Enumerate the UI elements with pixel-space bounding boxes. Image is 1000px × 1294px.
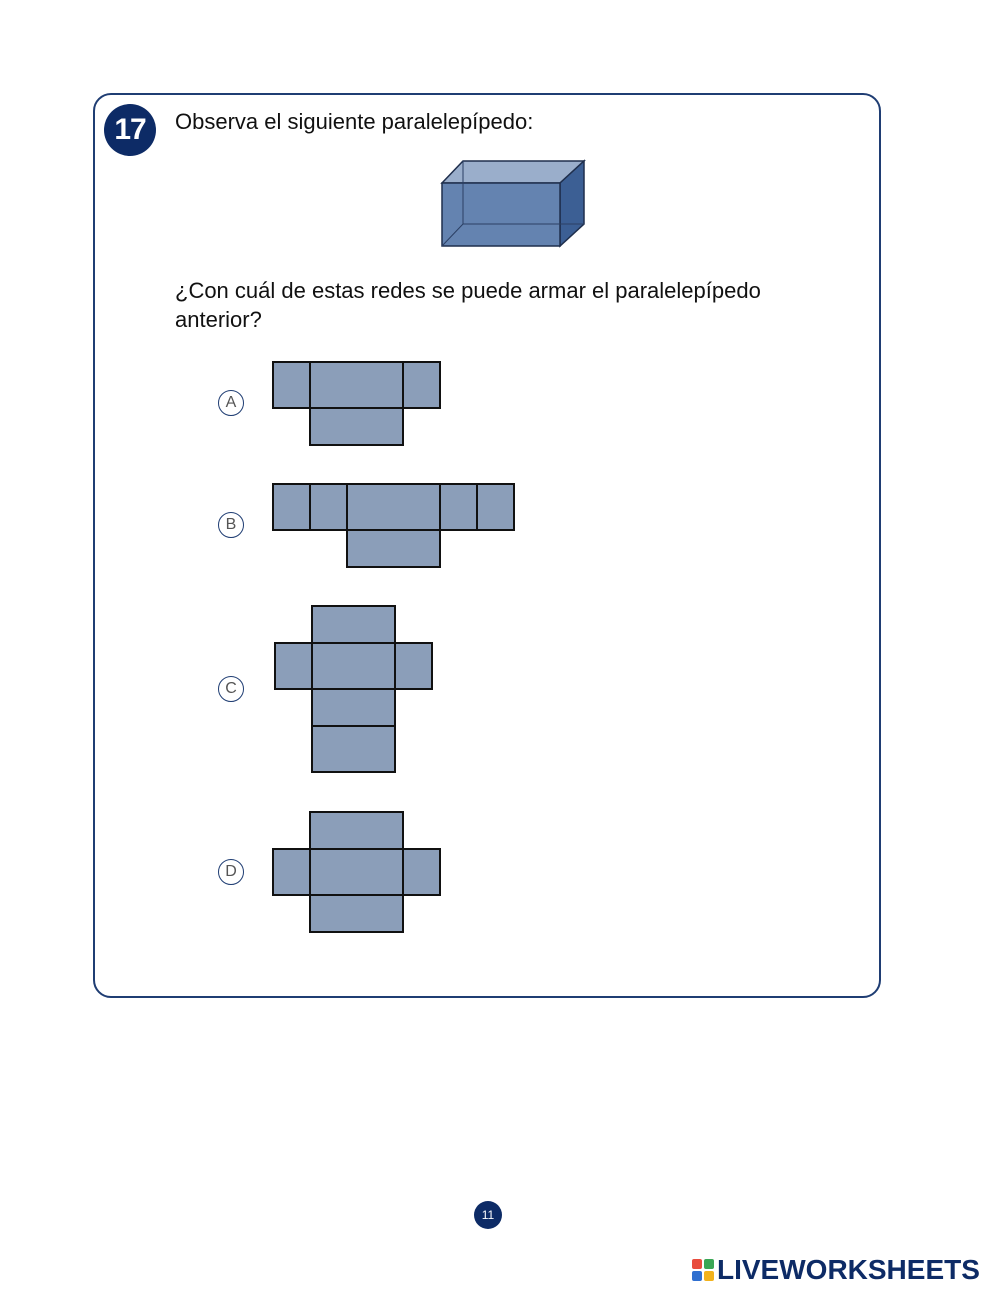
- question-prompt: ¿Con cuál de estas redes se puede armar el paralelepípedo anterior?: [175, 278, 761, 332]
- net-face: [347, 530, 440, 567]
- page-number: 11: [474, 1201, 502, 1229]
- net-face: [312, 726, 395, 772]
- box-front-face: [442, 183, 560, 246]
- net-face: [310, 849, 403, 895]
- option-c-net[interactable]: [273, 604, 437, 776]
- question-number-badge: 17: [104, 104, 156, 156]
- net-face: [395, 643, 432, 689]
- question-intro: Observa el siguiente paralelepípedo:: [175, 109, 534, 134]
- liveworksheets-logo: [692, 1254, 980, 1286]
- net-face: [312, 606, 395, 643]
- net-face: [273, 484, 310, 530]
- option-a-radio[interactable]: A: [218, 390, 244, 416]
- brand-name: LIVEWORKSHEETS: [717, 1254, 980, 1285]
- net-face: [312, 689, 395, 726]
- net-face: [312, 643, 395, 689]
- option-b-radio[interactable]: B: [218, 512, 244, 538]
- net-face: [347, 484, 440, 530]
- net-face: [310, 484, 347, 530]
- option-a-net[interactable]: [271, 360, 443, 448]
- option-c-radio[interactable]: C: [218, 676, 244, 702]
- net-face: [273, 849, 310, 895]
- net-face: [310, 362, 403, 408]
- liveworksheets-icon: [692, 1259, 714, 1281]
- net-face: [273, 362, 310, 408]
- net-face: [403, 849, 440, 895]
- net-face: [310, 895, 403, 932]
- parallelepiped-figure: [438, 158, 588, 250]
- net-face: [403, 362, 440, 408]
- option-b-net[interactable]: [271, 482, 517, 570]
- net-face: [440, 484, 477, 530]
- option-d-radio[interactable]: D: [218, 859, 244, 885]
- net-face: [477, 484, 514, 530]
- net-face: [310, 812, 403, 849]
- net-face: [275, 643, 312, 689]
- option-d-net[interactable]: [271, 810, 443, 936]
- net-face: [310, 408, 403, 445]
